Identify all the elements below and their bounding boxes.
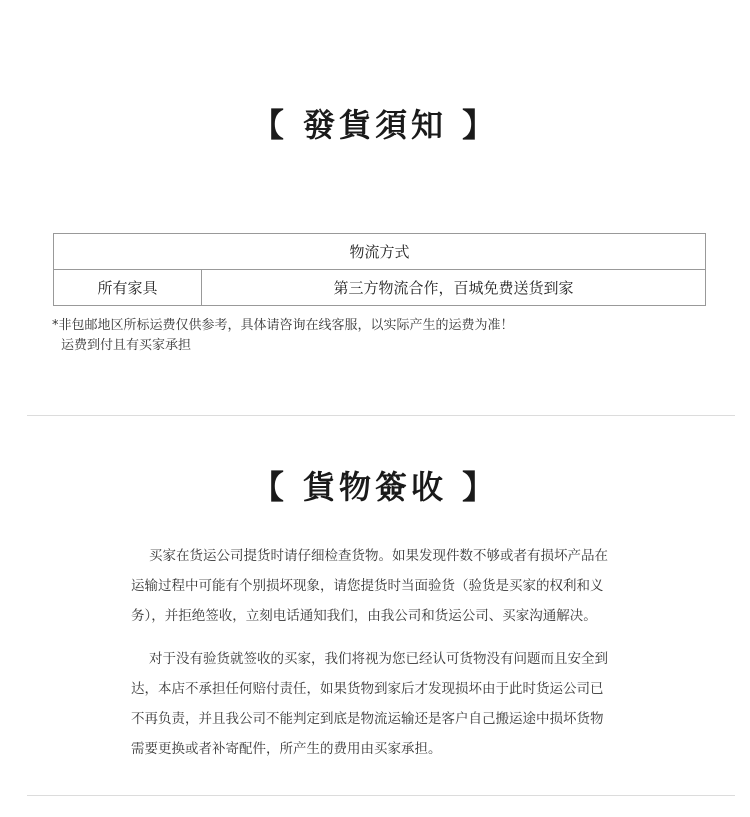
- paragraph-line: 达，本店不承担任何赔付责任，如果货物到家后才发现损坏由于此时货运公司已: [131, 681, 604, 697]
- paragraph-line: 对于没有验货就签收的买家，我们将视为您已经认可货物没有问题而且安全到: [149, 651, 608, 667]
- table-header-cell: 物流方式: [54, 234, 706, 270]
- inspection-paragraph: [131, 541, 631, 631]
- paragraph-line: 务），并拒绝签收，立刻电话通知我们，由我公司和货运公司、买家沟通解决。: [131, 608, 597, 624]
- freight-collect-note: 运费到付且有买家承担: [61, 338, 192, 353]
- paragraph-line: 买家在货运公司提货时请仔细检查货物。如果发现件数不够或者有损坏产品在: [149, 548, 608, 564]
- paragraph-line: 运输过程中可能有个别损坏现象，请您提货时当面验货（验货是买家的权利和义: [131, 578, 604, 594]
- section-divider: [27, 415, 735, 416]
- table-cell-method: 第三方物流合作，百城免费送货到家: [202, 270, 706, 306]
- table-row: [54, 270, 706, 306]
- liability-paragraph: [131, 644, 631, 764]
- shipping-fee-note: *非包邮地区所标运费仅供参考，具体请咨询在线客服，以实际产生的运费为准！: [52, 318, 514, 333]
- table-cell-category: 所有家具: [54, 270, 202, 306]
- shipping-method-table: [53, 233, 706, 306]
- paragraph-line: 需要更换或者补寄配件，所产生的费用由买家承担。: [131, 741, 442, 757]
- paragraph-line: 不再负责，并且我公司不能判定到底是物流运输还是客户自己搬运途中损坏货物: [131, 711, 604, 727]
- shipping-notice-title: 【 發貨須知 】: [251, 106, 499, 144]
- table-header-row: [54, 234, 706, 270]
- receipt-notice-title: 【 貨物簽收 】: [251, 468, 499, 506]
- section-divider: [27, 795, 735, 796]
